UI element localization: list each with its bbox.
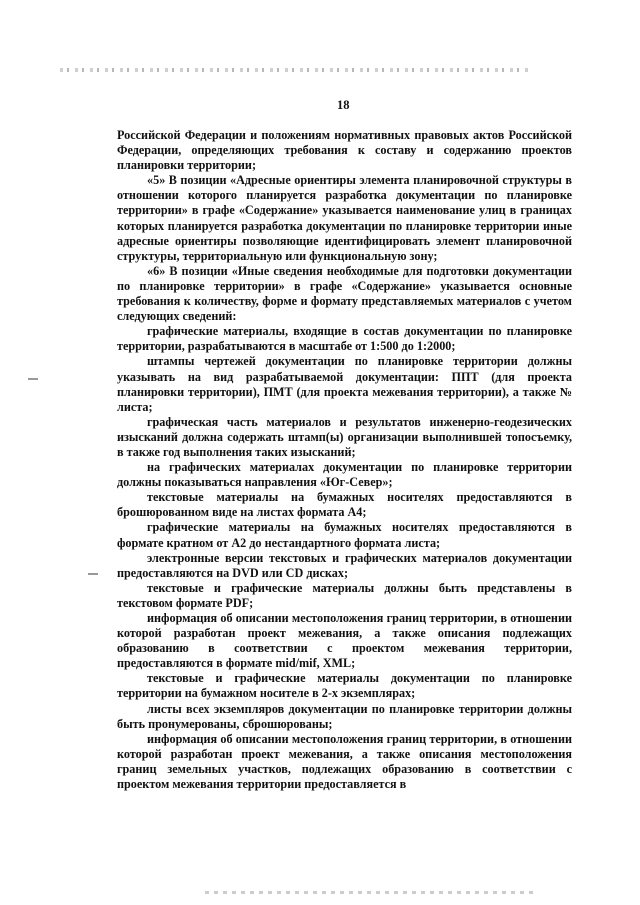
- paragraph: электронные версии текстовых и графических материалов документации предоставляются на DVD или CD дисках;: [117, 550, 572, 580]
- paragraph: «6» В позиции «Иные сведения необходимые для подготовки документации по планировке территории» в графе «Содержание» указывается основные требования к количеству, форме и формату представляемых материалов с учетом следующих сведений:: [117, 263, 572, 324]
- margin-mark: [28, 378, 38, 380]
- paragraph: штампы чертежей документации по планировке территории должны указывать на вид разрабатываемой документации: ППТ (для проекта планировки территории), ПМТ (для проекта межевания территории), а также № листа;: [117, 354, 572, 414]
- paragraph: на графических материалах документации по планировке территории должны показываться направления «Юг-Север»;: [117, 460, 572, 490]
- paragraph: графическая часть материалов и результатов инженерно-геодезических изысканий должна содержать штамп(ы) организации выполнившей топосъемку, в также год выполнения таких изысканий;: [117, 414, 572, 459]
- document-body: [117, 128, 572, 792]
- scan-artifact-top: [60, 68, 530, 72]
- paragraph: текстовые и графические материалы документации по планировке территории на бумажном носителе в 2-х экземплярах;: [117, 671, 572, 701]
- margin-mark: [88, 573, 98, 575]
- paragraph: Российской Федерации и положениям нормативных правовых актов Российской Федерации, определяющих требования к составу и содержанию проектов планировки территории;: [117, 128, 572, 173]
- paragraph: графические материалы на бумажных носителях предоставляются в формате кратном от А2 до нестандартного формата листа;: [117, 520, 572, 550]
- paragraph: листы всех экземпляров документации по планировке территории должны быть пронумерованы, сброшюрованы;: [117, 701, 572, 731]
- paragraph: информация об описании местоположения границ территории, в отношении которой разработан проект межевания, а также описания подлежащих образованию в соответствии с проектом межевания территории, предоставляются в формате mid/mif, XML;: [117, 611, 572, 671]
- paragraph: «5» В позиции «Адресные ориентиры элемента планировочной структуры в отношении которого планируется разработка документации по планировке территории» в графе «Содержание» указывается наименование улиц в границах которых планируется разработка документации по планировке территории иные адресные ориентиры позволяющие идентифицировать элемент планировочной структуры, территориальную или функциональную зону;: [117, 173, 572, 263]
- paragraph: графические материалы, входящие в состав документации по планировке территории, разрабатываются в масштабе от 1:500 до 1:2000;: [117, 324, 572, 354]
- paragraph: информация об описании местоположения границ территории, в отношении которой разработан проект межевания, а также описания местоположения границ земельных участков, подлежащих образованию в соответствии с проектом межевания территории предоставляется в: [117, 731, 572, 792]
- page-number: 18: [337, 98, 350, 112]
- paragraph: текстовые и графические материалы должны быть представлены в текстовом формате PDF;: [117, 580, 572, 610]
- scan-artifact-bottom: [205, 891, 535, 894]
- paragraph: текстовые материалы на бумажных носителях предоставляются в брошюрованном виде на листах формата А4;: [117, 490, 572, 520]
